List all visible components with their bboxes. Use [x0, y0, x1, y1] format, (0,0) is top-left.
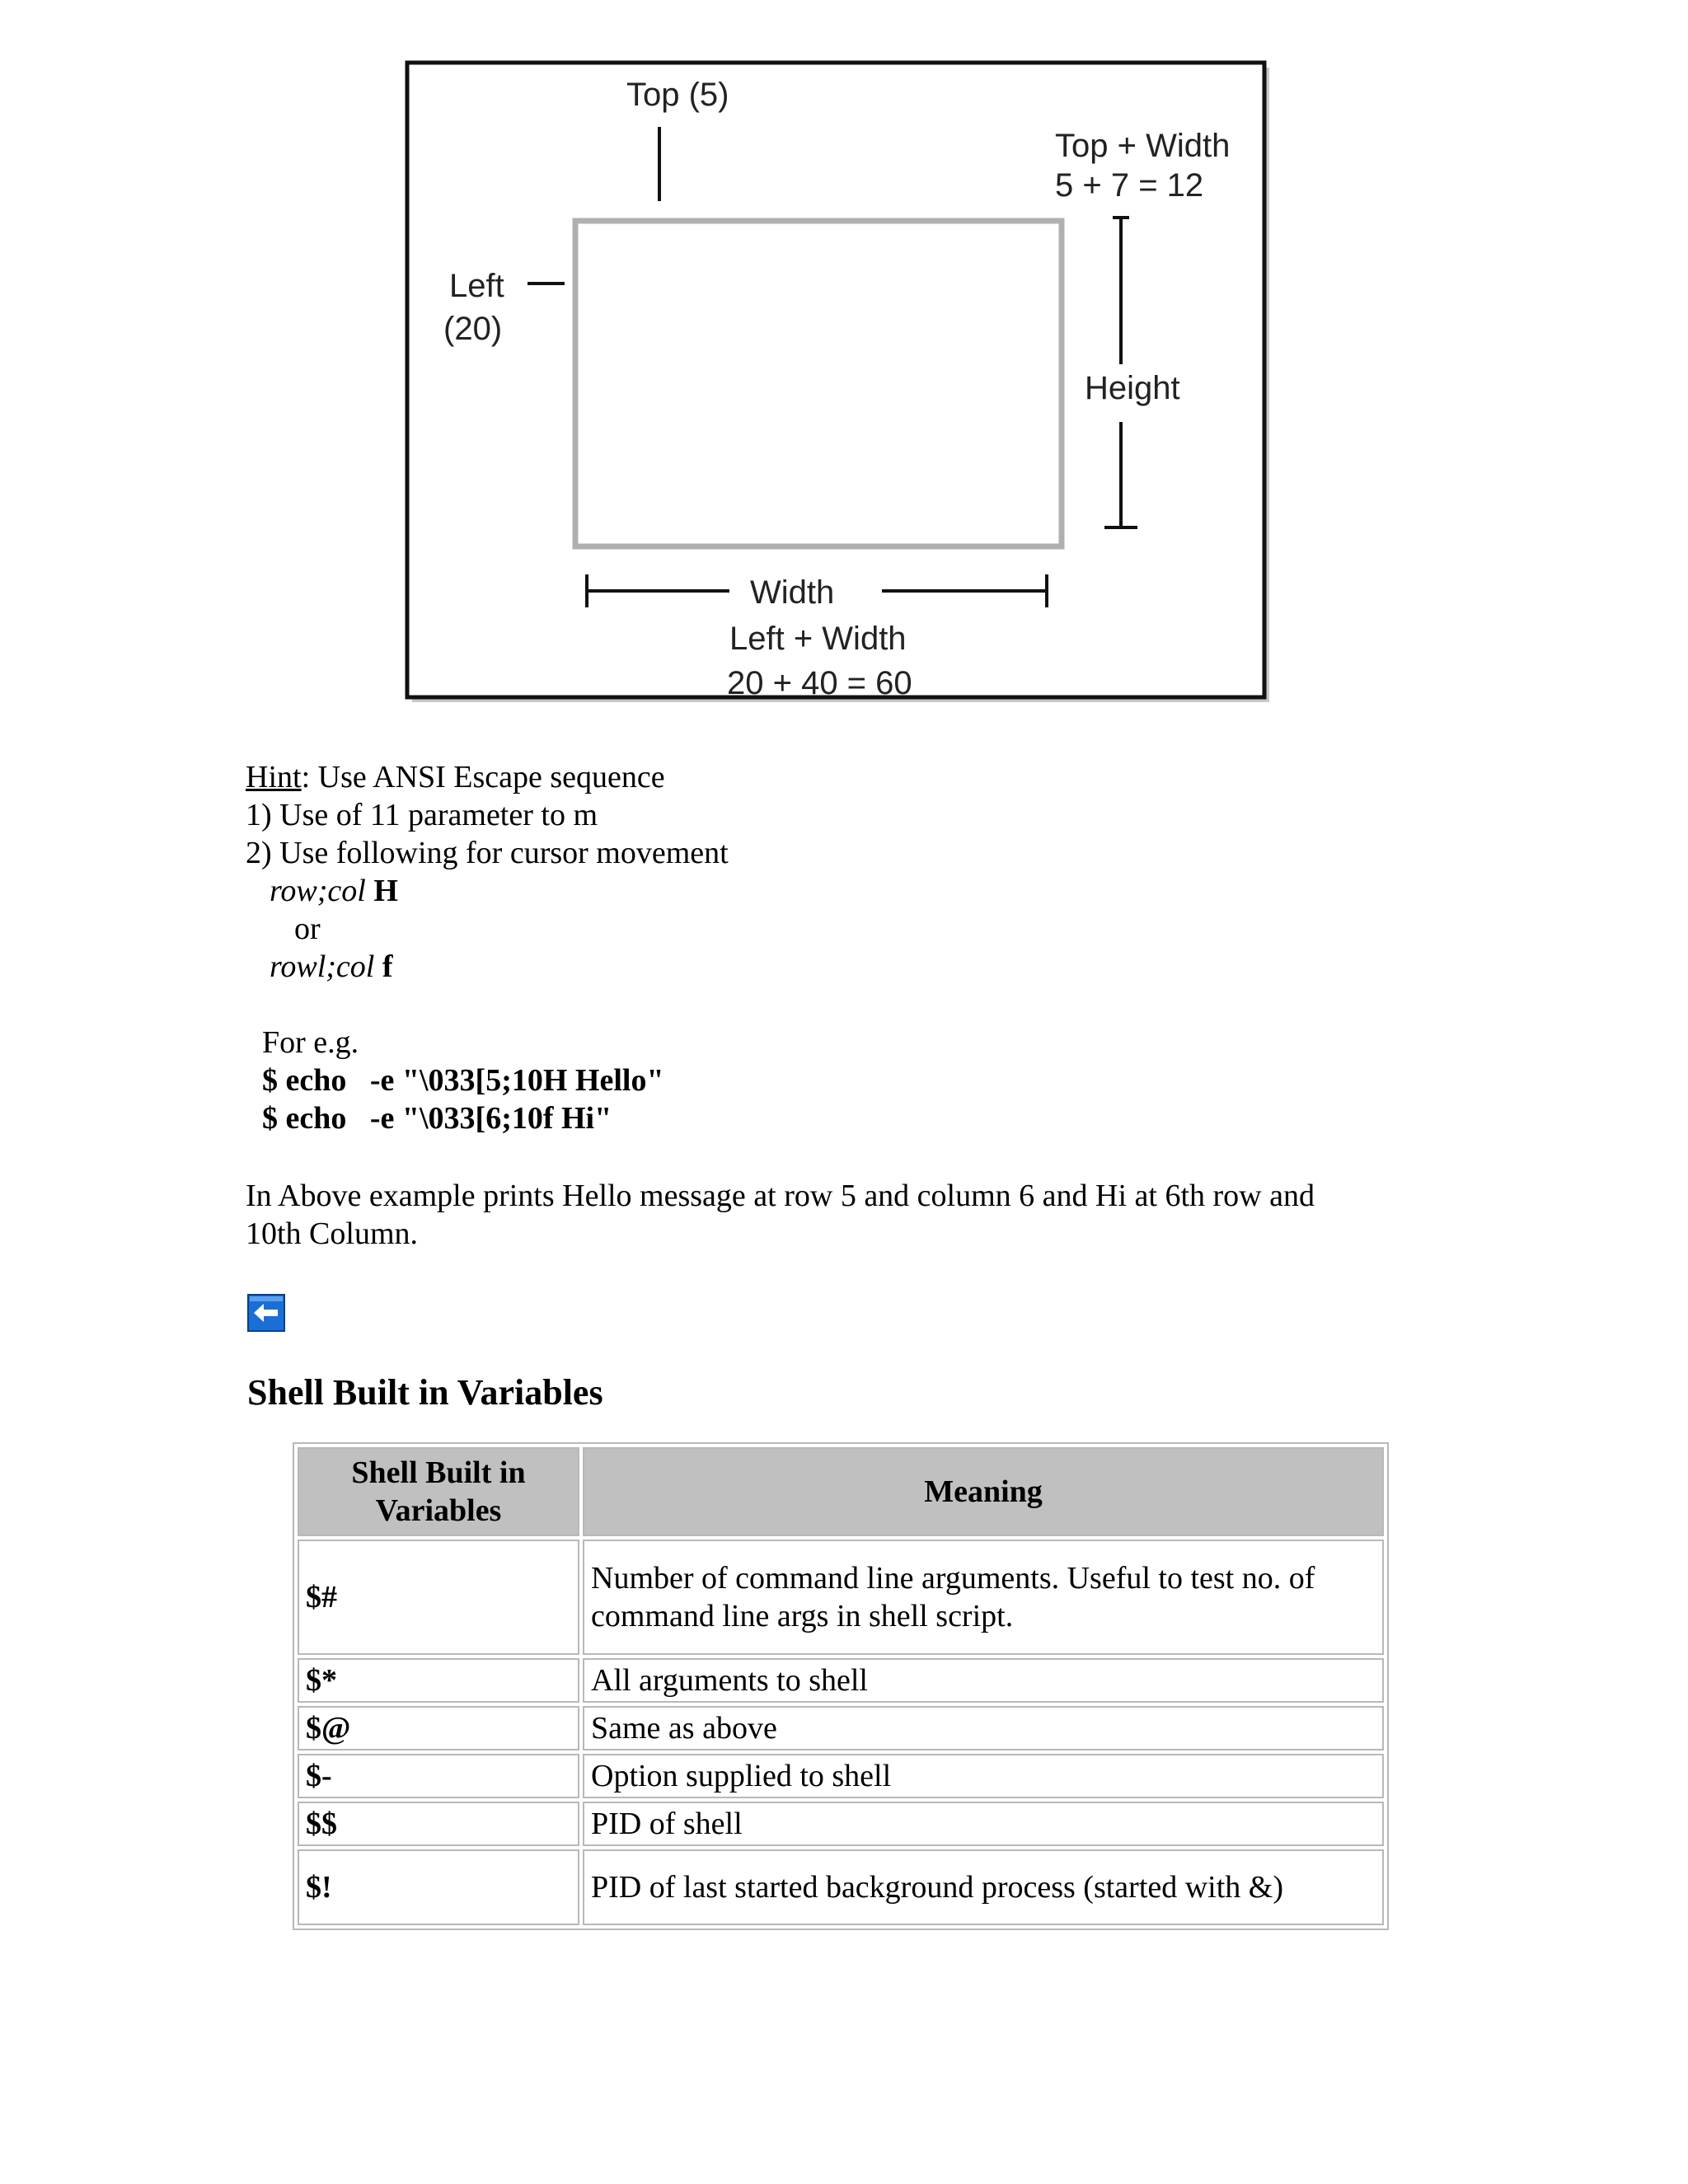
- window-geometry-diagram: [404, 59, 1278, 710]
- var-cell: $#: [298, 1540, 579, 1655]
- width-label: Width: [750, 574, 835, 611]
- h-letter: H: [373, 874, 398, 908]
- example-command-2: $ echo -e "\033[6;10f Hi": [262, 1101, 612, 1136]
- meaning-cell: [583, 1540, 1384, 1655]
- header-variables-line2: Variables: [375, 1493, 502, 1528]
- meaning-cell: Option supplied to shell: [583, 1754, 1384, 1798]
- f-letter: f: [382, 949, 393, 984]
- table-header-row: [298, 1447, 1384, 1536]
- rowl-col-f-line: [270, 948, 393, 986]
- header-variables: [298, 1447, 579, 1536]
- shell-variables-table: [293, 1442, 1389, 1930]
- row-col-h-line: [270, 872, 398, 910]
- explanation-line-1: In Above example prints Hello message at row 5 and column 6 and Hi at 6th row and: [246, 1179, 1315, 1213]
- section-title: Shell Built in Variables: [247, 1372, 603, 1413]
- table-row: [298, 1849, 1384, 1925]
- table-row: [298, 1540, 1384, 1655]
- hint-title: Hint: [246, 760, 302, 794]
- table-row: [298, 1754, 1384, 1798]
- hint-line: [246, 758, 665, 796]
- row-col-text: row;col: [270, 874, 366, 908]
- top-width-label: Top + Width: [1055, 128, 1231, 164]
- inner-window-rect: [575, 221, 1062, 546]
- or-line: or: [294, 912, 321, 946]
- left-width-label: Left + Width: [729, 621, 907, 657]
- meaning-cell: Same as above: [583, 1706, 1384, 1750]
- meaning-cell: PID of shell: [583, 1802, 1384, 1846]
- hint-line-2: 2) Use following for cursor movement: [246, 836, 729, 870]
- table-row: [298, 1706, 1384, 1750]
- for-eg-line: For e.g.: [262, 1025, 359, 1060]
- var-cell: $@: [298, 1706, 579, 1750]
- var-cell: $-: [298, 1754, 579, 1798]
- diagram-svg: [404, 59, 1278, 710]
- left-value: (20): [443, 311, 503, 347]
- explanation-line-2: 10th Column.: [246, 1216, 419, 1251]
- header-variables-line1: Shell Built in: [351, 1455, 526, 1490]
- hint-title-rest: : Use ANSI Escape sequence: [301, 760, 665, 794]
- back-arrow-icon[interactable]: [247, 1294, 285, 1332]
- top-width-equation: 5 + 7 = 12: [1055, 167, 1204, 204]
- table-row: [298, 1658, 1384, 1703]
- hint-line-1: 1) Use of 11 parameter to m: [246, 798, 598, 832]
- left-label: Left: [449, 268, 504, 304]
- var-cell: $*: [298, 1658, 579, 1703]
- meaning-line-1: Number of command line arguments. Useful to test no. of: [591, 1561, 1315, 1596]
- var-cell: $$: [298, 1802, 579, 1846]
- left-width-equation: 20 + 40 = 60: [727, 665, 912, 701]
- back-arrow-svg: [247, 1294, 285, 1332]
- example-command-1: $ echo -e "\033[5;10H Hello": [262, 1063, 664, 1098]
- rowl-col-text: rowl;col: [270, 949, 375, 984]
- var-cell: $!: [298, 1849, 579, 1925]
- top-label: Top (5): [626, 77, 729, 113]
- meaning-line-2: command line args in shell script.: [591, 1599, 1014, 1633]
- meaning-cell: All arguments to shell: [583, 1658, 1384, 1703]
- header-meaning: Meaning: [583, 1447, 1384, 1536]
- table-row: [298, 1802, 1384, 1846]
- meaning-cell: PID of last started background process (started with &): [583, 1849, 1384, 1925]
- height-label: Height: [1085, 370, 1180, 406]
